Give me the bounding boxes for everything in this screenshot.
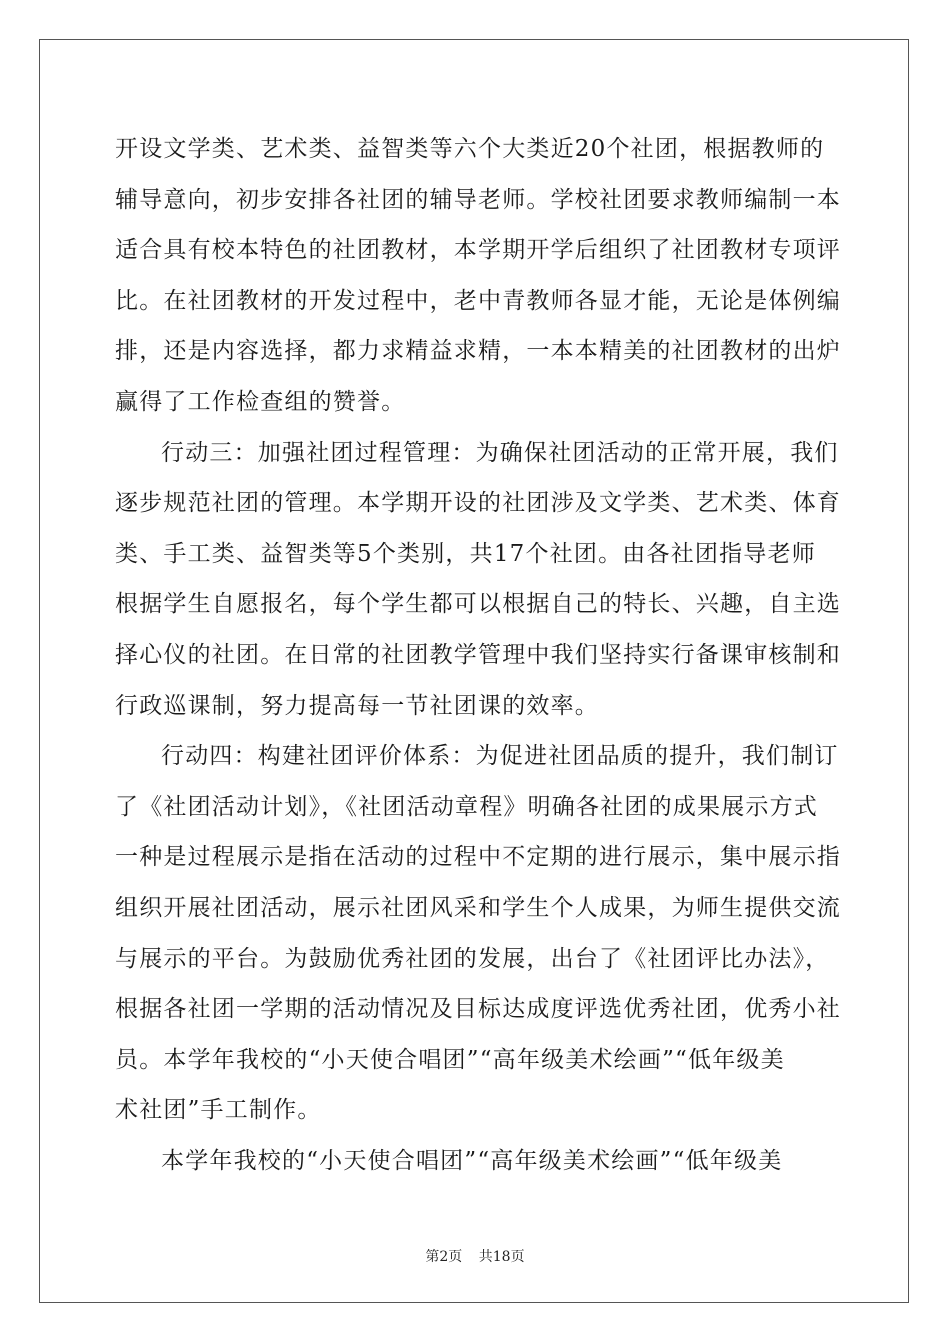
text-line: 行动四：构建社团评价体系：为促进社团品质的提升，我们制订 xyxy=(161,743,839,770)
text-line: 类、手工类、益智类等5个类别，共17个社团。由各社团指导老师 xyxy=(115,540,816,567)
text-line: 适合具有校本特色的社团教材，本学期开学后组织了社团教材专项评 xyxy=(115,237,841,264)
text-line: 排，还是内容选择，都力求精益求精，一本本精美的社团教材的出炉 xyxy=(115,338,841,365)
text-line: 行政巡课制，努力提高每一节社团课的效率。 xyxy=(115,692,599,719)
text-line: 开设文学类、艺术类、益智类等六个大类近20个社团，根据教师的 xyxy=(115,136,825,162)
text-line: 一种是过程展示是指在活动的过程中不定期的进行展示，集中展示指 xyxy=(115,844,841,871)
text-line: 根据学生自愿报名，每个学生都可以根据自己的特长、兴趣，自主选 xyxy=(115,591,841,618)
text-line: 与展示的平台。为鼓励优秀社团的发展，出台了《社团评比办法》， xyxy=(115,945,830,972)
text-line: 赢得了工作检查组的赞誉。 xyxy=(115,388,406,415)
text-line: 择心仪的社团。在日常的社团教学管理中我们坚持实行备课审核制和 xyxy=(115,641,841,668)
text-line: 辅导意向，初步安排各社团的辅导老师。学校社团要求教师编制一本 xyxy=(115,186,841,213)
page-total: 共18页 xyxy=(478,1249,525,1265)
text-line: 逐步规范社团的管理。本学期开设的社团涉及文学类、艺术类、体育 xyxy=(115,490,841,517)
page-footer xyxy=(0,1246,950,1266)
document-body xyxy=(115,124,841,1186)
text-line: 根据各社团一学期的活动情况及目标达成度评选优秀社团，优秀小社 xyxy=(115,996,841,1023)
page-number: 第2页 xyxy=(425,1249,463,1265)
text-line: 行动三：加强社团过程管理：为确保社团活动的正常开展，我们 xyxy=(161,439,839,466)
text-line: 比。在社团教材的开发过程中，老中青教师各显才能，无论是体例编 xyxy=(115,287,841,314)
text-line: 了《社团活动计划》，《社团活动章程》明确各社团的成果展示方式 xyxy=(115,793,818,820)
text-line: 员。本学年我校的“小天使合唱团”“高年级美术绘画”“低年级美 xyxy=(115,1046,785,1073)
text-line: 术社团”手工制作。 xyxy=(115,1097,322,1124)
text-line: 本学年我校的“小天使合唱团”“高年级美术绘画”“低年级美 xyxy=(161,1147,783,1174)
text-line: 组织开展社团活动，展示社团风采和学生个人成果，为师生提供交流 xyxy=(115,894,841,921)
